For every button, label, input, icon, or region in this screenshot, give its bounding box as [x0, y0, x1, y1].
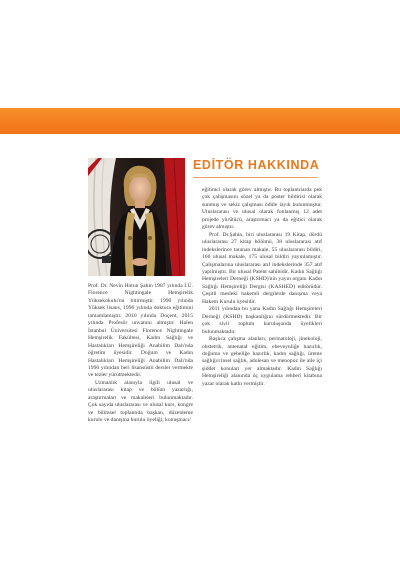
- editor-portrait: [88, 158, 185, 276]
- left-text-column: [88, 283, 193, 425]
- section-title: EDİTÖR HAKKINDA: [193, 158, 320, 172]
- paragraph: 2011 yılından bu yana Kadın Sağlığı Hemşireleri Derneği (KSHD) başkanlığını sürdürmektedir. Bir çok sivil toplum kuruluşunda üyelikleri bulunmaktadır.: [202, 306, 322, 335]
- paragraph: Prof. Dr. Nevin Hotun Şahin 1987 yılında İ.Ü. Florence Nightingale Hemşirelik Yüksekokulu'nu bitirmiştir. 1990 yılında Yüksek lisans, 1996 yılında doktora eğitimini tamamlamıştır. 2010 yılında Doçent, 2015 yılında Profesör unvanını almıştır. Halen İstanbul Üniversitesi Florence Nightingale Hemşirelik Fakültesi, Kadın Sağlığı ve Hastalıkları Hemşireliği Anabilim Dalı'nda öğretim üyesidir. Doğum ve Kadın Hastalıkları Hemşireliği Anabilim Dalı'nda 1996 yılından beri lisansüstü dersler vermekte ve tezler yürütmektedir.: [88, 283, 193, 379]
- portrait-photo-icon: [88, 158, 185, 276]
- paragraph: Uzmanlık alanıyla ilgili ulusal ve uluslararası kitap ve bölüm yazarlığı, araştırmaları ve makaleleri bulunmaktadır. Çok sayıda uluslararası ve ulusal kurs, kongre ve bilimsel toplantıda başkan, düzenleme kurulu ve danışma kurulu üyeliği, konuşmacı/: [88, 379, 193, 424]
- right-text-column: [202, 187, 322, 388]
- paragraph: Prof. Dr.Şahin, biri uluslararası 19 Kitap, dördü uluslararası 27 kitap bölümü, 38 uluslararası atıf indekslerince taranan makale, 55 uluslararası bildiri, 160 ulusal makale, 175 ulusal bildiri yayınlamıştır. Çalışmalarına uluslararası atıf indekslerinde 357 atıf yapılmıştır. Bir ulusal Patent sahibidir. Kadın Sağlığı Hemşireleri Derneği (KSHD)'nin yayın organı Kadın Sağlığı Hemşireliği Dergisi (KASHED) editörüdür. Çeşitli mesleki hakemli dergilerde danışma veya Hakem Kurulu üyesidir.: [202, 231, 322, 305]
- header-band: [0, 108, 400, 134]
- paragraph: Başlıca çalışma alanları, perinatoloji, jinekoloji, obstetrik, antenatal eğitim, ebeveynliğe hazırlık, doğuma ve gebeliğe hazırlık, kadın sağlığı, üreme sağlığı/cinsel sağlık, adolesan ve menopoz ile aile içi şiddet konuları yer almaktadır. Kadın Sağlığı Hemşireliği alanında üç uygulama rehberi kitabına yazar olarak katkı vermiştir.: [202, 336, 322, 387]
- title-underline: [193, 177, 317, 178]
- paragraph: eğitimci olarak görev almıştır. Bu toplantılarda pek çok çalışmasını sözel ya da poster bildirisi olarak sunmuş ve sekiz çalışması ödüle layık bulunmuştur. Uluslararası ve ulusal olarak fonlanmış 12 adet projede yürütücü, araştırmacı ya da eğitici olarak görev almıştır.: [202, 187, 322, 231]
